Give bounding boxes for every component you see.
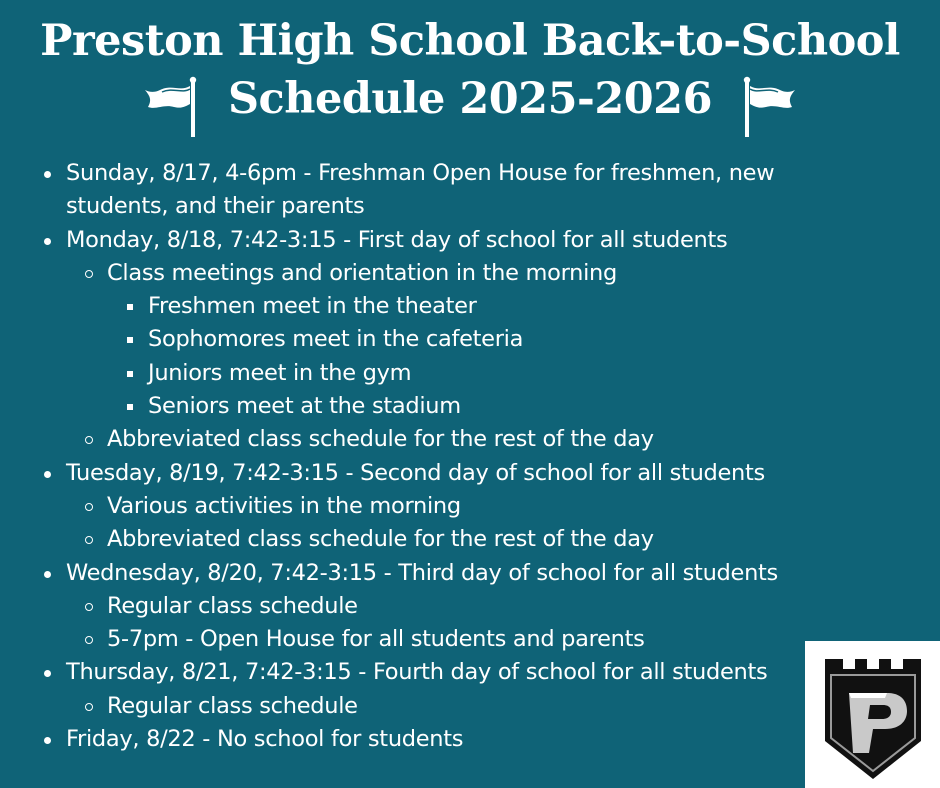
list-subitem [42, 690, 820, 723]
pennant-flag-right-icon [734, 76, 798, 138]
shield-p-logo-icon [823, 657, 923, 781]
title-line-1: Preston High School Back-to-School [40, 16, 900, 66]
schedule-list [0, 157, 820, 756]
tuesday-sub1: Various activities in the morning [107, 492, 461, 519]
thursday-text: Thursday, 8/21, 7:42-3:15 - Fourth day of school for all students [66, 659, 768, 686]
monday-sub1: Class meetings and orientation in the morning [107, 259, 617, 286]
tuesday-text: Tuesday, 8/19, 7:42-3:15 - Second day of school for all students [66, 459, 765, 486]
list-subsubitem [83, 323, 820, 356]
list-item-monday [0, 224, 820, 457]
sunday-text: Sunday, 8/17, 4-6pm - Freshman Open House for freshmen, new students, and their parents [66, 160, 775, 220]
list-subitem [42, 490, 820, 523]
list-subitem [42, 590, 820, 623]
list-item-tuesday [0, 457, 820, 557]
wednesday-text: Wednesday, 8/20, 7:42-3:15 - Third day of school for all students [66, 559, 778, 586]
list-item-thursday [0, 656, 820, 723]
list-subitem [42, 423, 820, 456]
list-subitem [42, 623, 820, 656]
logo-box [805, 641, 940, 788]
wednesday-sub2: 5-7pm - Open House for all students and parents [107, 626, 645, 653]
pennant-flag-left-icon [142, 76, 206, 138]
thursday-sub1: Regular class schedule [107, 692, 358, 719]
group-sophomores: Sophomores meet in the cafeteria [148, 326, 524, 353]
title-line-2: Schedule 2025-2026 [227, 74, 713, 124]
list-subsubitem [83, 390, 820, 423]
group-juniors: Juniors meet in the gym [148, 359, 412, 386]
friday-text: Friday, 8/22 - No school for students [66, 726, 464, 753]
list-subitem [42, 523, 820, 556]
tuesday-sub2: Abbreviated class schedule for the rest of the day [107, 526, 654, 553]
list-item-sunday [0, 157, 820, 224]
list-item-friday [0, 723, 820, 756]
wednesday-sub1: Regular class schedule [107, 592, 358, 619]
group-freshmen: Freshmen meet in the theater [148, 293, 477, 320]
monday-sub2: Abbreviated class schedule for the rest of the day [107, 426, 654, 453]
list-subsubitem [83, 290, 820, 323]
group-seniors: Seniors meet at the stadium [148, 393, 461, 420]
list-subitem [42, 257, 820, 423]
list-item-wednesday [0, 557, 820, 657]
page-title [0, 12, 940, 128]
monday-text: Monday, 8/18, 7:42-3:15 - First day of school for all students [66, 226, 728, 253]
list-subsubitem [83, 357, 820, 390]
